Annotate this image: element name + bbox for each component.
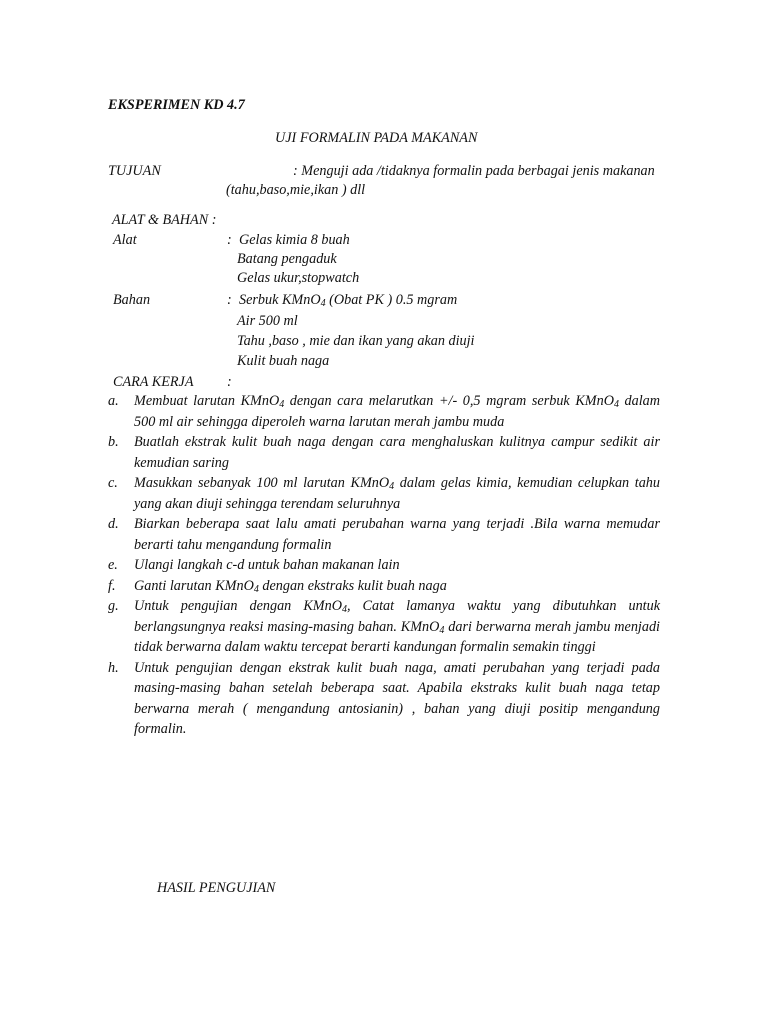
list-item xyxy=(108,432,660,473)
bahan-label: Bahan xyxy=(113,292,151,308)
list-item xyxy=(108,473,660,514)
step-text: Ulangi langkah c-d untuk bahan makanan lain xyxy=(134,557,400,573)
bahan-item: Tahu ,baso , mie dan ikan yang akan diuji xyxy=(237,333,475,349)
list-item xyxy=(108,596,660,658)
step-letter: g. xyxy=(108,598,119,614)
alat-bahan-heading: ALAT & BAHAN : xyxy=(112,212,217,228)
cara-kerja-colon: : xyxy=(227,374,232,390)
step-text: Membuat larutan KMnO$_4$ dengan cara melarutkan +/- 0,5 mgram serbuk KMnO$_4$ dalam 500 ml air sehingga diperoleh warna larutan merah jambu muda xyxy=(134,393,661,430)
alat-label: Alat xyxy=(113,232,137,248)
step-text: Buatlah ekstrak kulit buah naga dengan cara menghaluskan kulitnya campur sedikit air kemudian saring xyxy=(134,434,660,471)
step-letter: b. xyxy=(108,434,119,450)
list-item xyxy=(108,576,660,597)
tujuan-text-line1: : Menguji ada /tidaknya formalin pada berbagai jenis makanan xyxy=(293,163,655,179)
hasil-pengujian-heading: HASIL PENGUJIAN xyxy=(157,880,276,896)
step-letter: e. xyxy=(108,557,118,573)
list-item xyxy=(108,514,660,555)
cara-kerja-steps xyxy=(108,391,660,740)
tujuan-text-line2: (tahu,baso,mie,ikan ) dll xyxy=(226,182,366,198)
cara-kerja-label: CARA KERJA xyxy=(113,374,194,390)
step-letter: c. xyxy=(108,475,118,491)
bahan-item: Serbuk KMnO$_4$ (Obat PK ) 0.5 mgram xyxy=(239,292,458,309)
alat-item: Gelas ukur,stopwatch xyxy=(237,270,360,286)
tujuan-label: TUJUAN xyxy=(108,163,161,179)
step-text: Untuk pengujian dengan KMnO$_4$, Catat lamanya waktu yang dibutuhkan untuk berlangsungnya reaksi masing-masing bahan. KMnO$_4$ dari berwarna merah jambu menjadi tidak berwarna dalam waktu tercepat berarti kandungan formalin semakin tinggi xyxy=(134,598,660,655)
step-letter: a. xyxy=(108,393,119,409)
bahan-colon: : xyxy=(227,292,232,308)
step-text: Masukkan sebanyak 100 ml larutan KMnO$_4$ dalam gelas kimia, kemudian celupkan tahu yang akan diuji sehingga terendam seluruhnya xyxy=(134,475,660,512)
step-text: Biarkan beberapa saat lalu amati perubahan warna yang terjadi .Bila warna memudar berarti tahu mengandung formalin xyxy=(134,516,660,553)
alat-colon: : xyxy=(227,232,232,248)
document-subtitle: UJI FORMALIN PADA MAKANAN xyxy=(275,130,478,146)
step-letter: f. xyxy=(108,577,116,594)
alat-item: Batang pengaduk xyxy=(237,251,337,267)
alat-item: Gelas kimia 8 buah xyxy=(239,232,350,248)
step-letter: d. xyxy=(108,516,119,532)
step-letter: h. xyxy=(108,659,119,676)
document-title: EKSPERIMEN KD 4.7 xyxy=(108,97,245,113)
bahan-item: Air 500 ml xyxy=(237,313,298,329)
step-text: Ganti larutan KMnO$_4$ dengan ekstraks kulit buah naga xyxy=(134,577,447,595)
bahan-item: Kulit buah naga xyxy=(237,353,330,369)
step-text: Untuk pengujian dengan ekstrak kulit buah naga, amati perubahan yang terjadi pada masing-masing bahan setelah beberapa saat. Apabila ekstraks kulit buah naga tetap berwarna merah ( mengandung antosianin) , bahan yang diuji positip mengandung formalin. xyxy=(134,659,660,737)
list-item xyxy=(108,555,660,576)
list-item xyxy=(108,658,660,740)
list-item xyxy=(108,391,660,432)
